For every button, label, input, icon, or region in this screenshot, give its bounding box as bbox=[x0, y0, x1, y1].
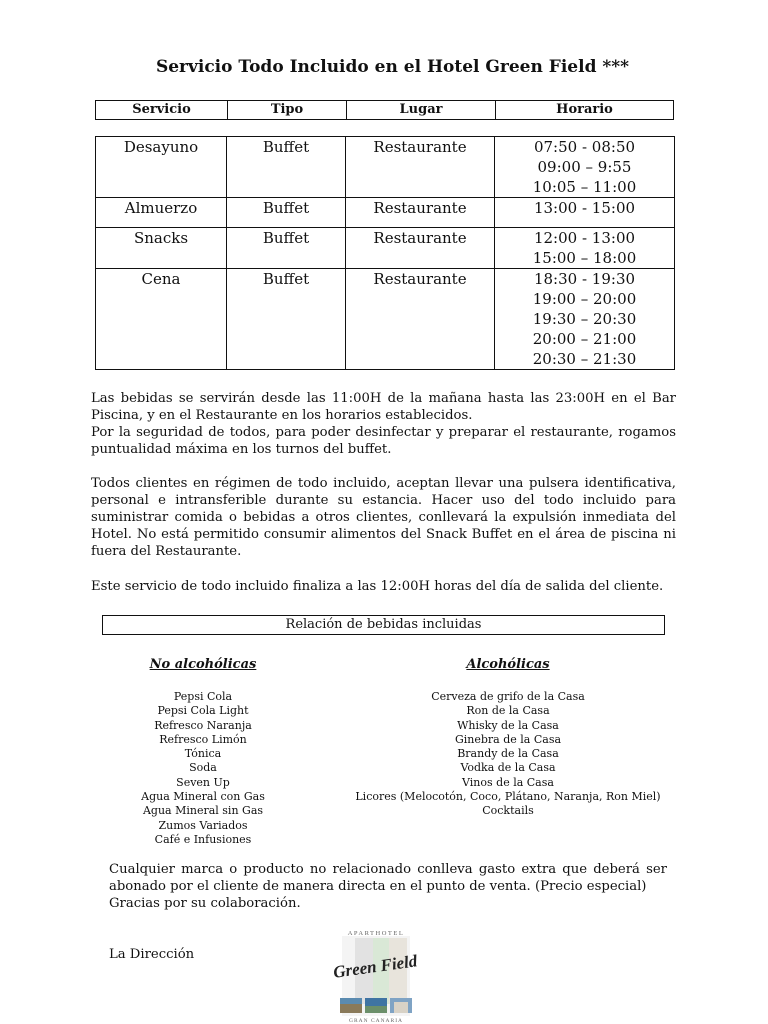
cell-horario bbox=[495, 198, 675, 228]
drink-item: Agua Mineral con Gas bbox=[141, 790, 265, 804]
paragraph-checkout: Este servicio de todo incluido finaliza a las 12:00H horas del día de salida del cliente. bbox=[91, 579, 664, 594]
cell-servicio: Desayuno bbox=[96, 137, 227, 198]
drink-item: Whisky de la Casa bbox=[457, 718, 559, 732]
drinks-title-box: Relación de bebidas incluidas bbox=[102, 615, 665, 635]
header-tipo: Tipo bbox=[227, 101, 346, 119]
drink-item: Agua Mineral sin Gas bbox=[142, 804, 264, 818]
checkout-info bbox=[91, 578, 676, 595]
time-slot: 10:05 – 11:00 bbox=[532, 178, 637, 196]
drink-item: Ginebra de la Casa bbox=[454, 732, 562, 746]
schedule-row-almuerzo bbox=[96, 198, 675, 228]
page-title: Servicio Todo Incluido en el Hotel Green Field *** bbox=[155, 57, 630, 77]
cell-tipo: Buffet bbox=[227, 137, 346, 198]
drink-item: Ron de la Casa bbox=[466, 704, 550, 718]
cell-tipo: Buffet bbox=[227, 198, 346, 228]
time-slot: 12:00 - 13:00 bbox=[533, 229, 636, 247]
drink-item: Tónica bbox=[184, 747, 222, 761]
alcoholic-list bbox=[338, 657, 678, 819]
note-thanks: Gracias por su colaboración. bbox=[109, 896, 301, 911]
paragraph-bar-hours: Las bebidas se servirán desde las 11:00H de la mañana hasta las 23:00H en el Bar Piscina, y en el Restaurante en los horarios establecidos. bbox=[91, 391, 676, 423]
drink-item: Zumos Variados bbox=[158, 818, 248, 832]
drink-item: Café e Infusiones bbox=[154, 832, 252, 846]
extra-charge-note bbox=[109, 861, 667, 912]
drinks-info bbox=[91, 390, 676, 458]
drink-item: Refresco Limón bbox=[159, 732, 247, 746]
schedule-row-cena bbox=[96, 269, 675, 370]
note-extra-charge: Cualquier marca o producto no relacionado conlleva gasto extra que deberá ser abonado por el cliente de manera directa en el punto de venta. (Precio especial) bbox=[109, 862, 667, 894]
cell-horario bbox=[495, 137, 675, 198]
cell-servicio: Almuerzo bbox=[96, 198, 227, 228]
logo-brand-text: Green Field bbox=[332, 951, 419, 982]
drink-item: Vodka de la Casa bbox=[460, 761, 556, 775]
header-lugar: Lugar bbox=[346, 101, 495, 119]
drink-item: Seven Up bbox=[176, 775, 230, 789]
alcoholic-heading: Alcohólicas bbox=[466, 657, 550, 672]
paragraph-punctuality: Por la seguridad de todos, para poder desinfectar y preparar el restaurante, rogamos puntualidad máxima en los turnos del buffet. bbox=[91, 425, 676, 457]
wristband-info bbox=[91, 475, 676, 560]
signature: La Dirección bbox=[109, 947, 195, 962]
cell-lugar: Restaurante bbox=[346, 269, 495, 370]
cell-lugar: Restaurante bbox=[346, 137, 495, 198]
schedule-row-snacks bbox=[96, 228, 675, 269]
cell-servicio: Cena bbox=[96, 269, 227, 370]
cell-tipo: Buffet bbox=[227, 269, 346, 370]
time-slot: 19:00 – 20:00 bbox=[532, 290, 637, 308]
header-horario: Horario bbox=[495, 101, 673, 119]
drink-item: Cocktails bbox=[482, 804, 534, 818]
time-slot: 13:00 - 15:00 bbox=[533, 199, 636, 217]
drink-item: Soda bbox=[189, 761, 217, 775]
logo-top-text: APARTHOTEL bbox=[347, 930, 405, 937]
drink-item: Pepsi Cola bbox=[173, 690, 233, 703]
time-slot: 15:00 – 18:00 bbox=[532, 249, 637, 267]
drink-item: Brandy de la Casa bbox=[457, 747, 559, 761]
time-slot: 20:00 – 21:00 bbox=[532, 330, 637, 348]
paragraph-wristband: Todos clientes en régimen de todo incluido, aceptan llevar una pulsera identificativa, personal e intransferible durante su estancia. Hacer uso del todo incluido para suministrar comida o bebidas a otros clientes, conllevará la expulsión inmediata del Hotel. No está permitido consumir alimentos del Snack Buffet en el área de piscina ni fuera del Restaurante. bbox=[91, 476, 676, 559]
non-alcoholic-heading: No alcohólicas bbox=[149, 657, 257, 672]
time-slot: 18:30 - 19:30 bbox=[533, 270, 636, 288]
drink-item: Vinos de la Casa bbox=[462, 775, 554, 789]
header-servicio: Servicio bbox=[132, 102, 191, 117]
cell-horario bbox=[495, 228, 675, 269]
time-slot: 09:00 – 9:55 bbox=[537, 158, 632, 176]
drink-item: Refresco Naranja bbox=[154, 718, 252, 732]
drink-item: Licores (Melocotón, Coco, Plátano, Naranja, Ron Miel) bbox=[355, 790, 661, 804]
cell-lugar: Restaurante bbox=[346, 198, 495, 228]
schedule-row-desayuno bbox=[96, 137, 675, 198]
non-alcoholic-list bbox=[103, 657, 303, 847]
schedule-table bbox=[95, 136, 675, 370]
time-slot: 20:30 – 21:30 bbox=[532, 350, 637, 368]
cell-servicio: Snacks bbox=[96, 228, 227, 269]
schedule-header bbox=[95, 100, 674, 120]
cell-horario bbox=[495, 269, 675, 370]
time-slot: 19:30 – 20:30 bbox=[532, 310, 637, 328]
cell-lugar: Restaurante bbox=[346, 228, 495, 269]
green-field-logo bbox=[332, 926, 420, 1024]
logo-bottom-text: GRAN CANARIA bbox=[348, 1018, 404, 1024]
time-slot: 07:50 - 08:50 bbox=[533, 138, 636, 156]
cell-tipo: Buffet bbox=[227, 228, 346, 269]
drink-item: Cerveza de grifo de la Casa bbox=[431, 690, 585, 703]
drink-item: Pepsi Cola Light bbox=[157, 704, 249, 718]
